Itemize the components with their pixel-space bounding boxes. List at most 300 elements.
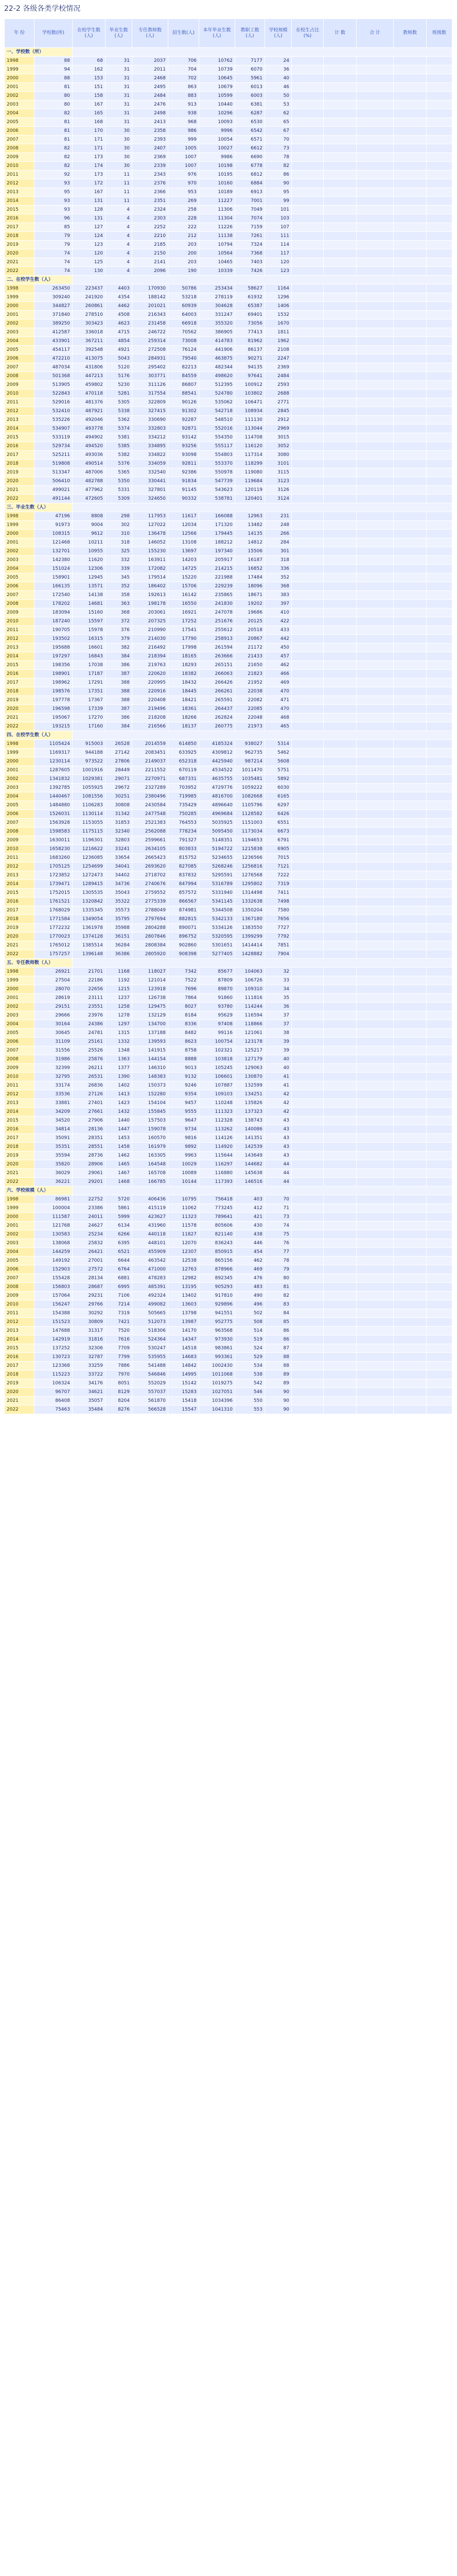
value-cell: 1385514	[73, 941, 106, 950]
value-cell	[324, 757, 357, 766]
table-row	[5, 1397, 452, 1405]
value-cell	[357, 127, 394, 135]
value-cell	[394, 425, 427, 433]
section-row	[5, 503, 452, 512]
value-cell: 652318	[168, 757, 199, 766]
value-cell: 472605	[73, 495, 106, 503]
value-cell: 5035925	[199, 819, 235, 827]
value-cell: 15160	[73, 608, 106, 617]
value-cell	[394, 670, 427, 679]
section-label: 四、在校学生数（人）	[5, 731, 73, 740]
value-cell: 896752	[168, 933, 199, 941]
value-cell: 466	[265, 670, 292, 679]
value-cell: 261594	[199, 643, 235, 652]
table-row	[5, 1318, 452, 1327]
value-cell	[292, 1116, 324, 1125]
value-cell: 13697	[168, 547, 199, 556]
value-cell: 79	[34, 241, 73, 249]
value-cell: 241830	[199, 600, 235, 608]
value-cell: 5120	[106, 363, 132, 372]
value-cell: 16550	[168, 600, 199, 608]
value-cell: 100754	[199, 1038, 235, 1046]
value-cell: 6013	[235, 83, 265, 92]
value-cell	[292, 1335, 324, 1344]
value-cell: 109310	[235, 985, 265, 994]
value-cell: 116594	[235, 1011, 265, 1020]
table-row	[5, 1353, 452, 1362]
value-cell	[357, 854, 394, 862]
year-cell: 2013	[5, 188, 34, 197]
value-cell	[427, 223, 452, 232]
value-cell: 1106283	[73, 801, 106, 810]
value-cell: 6905	[265, 845, 292, 854]
value-cell: 1332	[106, 1038, 132, 1046]
value-cell: 121468	[34, 538, 73, 547]
table-row	[5, 1038, 452, 1046]
value-cell: 1390	[106, 1073, 132, 1081]
value-cell	[324, 293, 357, 302]
value-cell	[357, 179, 394, 188]
value-cell: 34621	[73, 1388, 106, 1397]
value-cell: 968	[168, 118, 199, 127]
value-cell: 43	[265, 1151, 292, 1160]
value-cell: 4403	[106, 284, 132, 293]
value-cell	[292, 1300, 324, 1309]
year-cell: 2002	[5, 92, 34, 100]
value-cell	[394, 153, 427, 162]
value-cell	[427, 924, 452, 933]
value-cell	[427, 792, 452, 801]
value-cell: 41	[265, 1081, 292, 1090]
value-cell: 1027051	[199, 1388, 235, 1397]
value-cell	[324, 836, 357, 845]
table-row	[5, 1292, 452, 1300]
table-row	[5, 679, 452, 687]
value-cell: 32803	[106, 836, 132, 845]
value-cell	[394, 258, 427, 267]
value-cell: 42	[265, 1090, 292, 1099]
year-cell: 2022	[5, 950, 34, 959]
value-cell: 438	[235, 1230, 265, 1239]
value-cell	[427, 1318, 452, 1327]
value-cell: 10564	[199, 249, 235, 258]
value-cell	[427, 740, 452, 749]
value-cell	[427, 1388, 452, 1397]
value-cell: 27572	[73, 1265, 106, 1274]
value-cell: 34736	[106, 880, 132, 889]
value-cell	[292, 687, 324, 696]
value-cell: 165708	[132, 1169, 168, 1178]
year-cell: 2003	[5, 1239, 34, 1248]
value-cell	[394, 1362, 427, 1370]
year-cell: 1999	[5, 293, 34, 302]
value-cell	[292, 311, 324, 319]
value-cell: 44	[265, 1169, 292, 1178]
value-cell: 2599661	[132, 836, 168, 845]
value-cell: 269	[168, 197, 199, 206]
value-cell: 260861	[73, 302, 106, 311]
value-cell: 535955	[132, 1353, 168, 1362]
value-cell: 750285	[168, 810, 199, 819]
value-cell	[394, 705, 427, 714]
value-cell: 27126	[73, 1090, 106, 1099]
value-cell: 3124	[265, 495, 292, 503]
value-cell	[427, 372, 452, 381]
value-cell	[324, 83, 357, 92]
value-cell: 5320595	[199, 933, 235, 941]
value-cell	[324, 1011, 357, 1020]
value-cell: 74	[34, 249, 73, 258]
year-cell: 1998	[5, 512, 34, 521]
value-cell: 79	[34, 232, 73, 241]
value-cell	[394, 1405, 427, 1414]
table-row	[5, 1160, 452, 1169]
value-cell: 9457	[168, 1099, 199, 1108]
value-cell	[357, 871, 394, 880]
value-cell: 111587	[34, 1213, 73, 1222]
value-cell: 532410	[34, 407, 73, 416]
table-row	[5, 1283, 452, 1292]
value-cell: 5999	[106, 1213, 132, 1222]
value-cell	[324, 477, 357, 486]
value-cell: 93098	[168, 451, 199, 460]
value-cell: 31986	[34, 1055, 73, 1064]
value-cell	[324, 556, 357, 565]
year-cell: 1998	[5, 1195, 34, 1204]
value-cell: 132701	[34, 547, 73, 556]
value-cell	[394, 144, 427, 153]
value-cell: 2468	[132, 74, 168, 83]
table-row	[5, 1257, 452, 1265]
year-cell: 2000	[5, 985, 34, 994]
value-cell: 470118	[73, 389, 106, 398]
table-row	[5, 740, 452, 749]
value-cell	[394, 171, 427, 179]
value-cell	[427, 1353, 452, 1362]
value-cell	[357, 687, 394, 696]
year-cell: 2002	[5, 1230, 34, 1239]
value-cell	[394, 1055, 427, 1064]
value-cell: 6673	[265, 827, 292, 836]
value-cell	[427, 354, 452, 363]
value-cell	[394, 407, 427, 416]
value-cell: 251676	[199, 617, 235, 626]
value-cell	[427, 836, 452, 845]
value-cell: 35043	[106, 889, 132, 897]
value-cell: 986	[168, 127, 199, 135]
value-cell: 11617	[168, 512, 199, 521]
value-cell	[324, 65, 357, 74]
table-row	[5, 389, 452, 398]
value-cell: 78	[265, 153, 292, 162]
value-cell: 18165	[168, 652, 199, 661]
value-cell: 11578	[168, 1222, 199, 1230]
value-cell: 546846	[132, 1370, 168, 1379]
value-cell	[427, 162, 452, 171]
value-cell: 387	[106, 705, 132, 714]
value-cell: 155428	[34, 1274, 73, 1283]
value-cell: 6134	[106, 1222, 132, 1230]
value-cell	[394, 468, 427, 477]
value-cell: 129475	[132, 1003, 168, 1011]
value-cell: 266063	[199, 670, 235, 679]
value-cell	[292, 819, 324, 827]
table-row	[5, 1388, 452, 1397]
value-cell	[427, 495, 452, 503]
value-cell: 74	[34, 267, 73, 276]
value-cell: 6812	[235, 171, 265, 179]
value-cell	[324, 337, 357, 346]
value-cell	[324, 714, 357, 722]
value-cell: 28687	[73, 1283, 106, 1292]
value-cell	[394, 241, 427, 249]
value-cell: 4729776	[199, 784, 235, 792]
value-cell: 150373	[132, 1081, 168, 1090]
year-cell: 2006	[5, 354, 34, 363]
value-cell: 548510	[199, 416, 235, 425]
value-cell: 21701	[73, 968, 106, 976]
value-cell: 113262	[199, 1125, 235, 1134]
value-cell: 355320	[199, 319, 235, 328]
year-cell: 2012	[5, 1090, 34, 1099]
value-cell: 1811	[265, 328, 292, 337]
value-cell	[357, 311, 394, 319]
value-cell: 2185	[132, 241, 168, 249]
value-cell: 127	[73, 223, 106, 232]
value-cell: 837832	[168, 871, 199, 880]
value-cell: 5861	[106, 1204, 132, 1213]
value-cell: 5892	[265, 775, 292, 784]
value-cell	[357, 1134, 394, 1143]
value-cell: 1001916	[73, 766, 106, 775]
value-cell: 13987	[168, 1318, 199, 1327]
value-cell: 2805920	[132, 950, 168, 959]
table-row	[5, 1230, 452, 1239]
table-row	[5, 976, 452, 985]
value-cell	[292, 460, 324, 468]
value-cell: 406436	[132, 1195, 168, 1204]
value-cell	[427, 1283, 452, 1292]
value-cell: 24	[265, 57, 292, 65]
table-row	[5, 460, 452, 468]
value-cell	[427, 976, 452, 985]
value-cell: 4462	[106, 302, 132, 311]
value-cell	[324, 267, 357, 276]
table-row	[5, 643, 452, 652]
value-cell	[394, 477, 427, 486]
value-cell	[427, 670, 452, 679]
year-cell: 2014	[5, 880, 34, 889]
value-cell: 94	[34, 65, 73, 74]
value-cell: 6287	[235, 109, 265, 118]
value-cell: 32340	[106, 827, 132, 836]
value-cell: 1105796	[235, 801, 265, 810]
value-cell: 538781	[199, 495, 235, 503]
value-cell	[324, 696, 357, 705]
value-cell: 962735	[235, 749, 265, 757]
year-cell: 2022	[5, 722, 34, 731]
value-cell: 9963	[168, 1151, 199, 1160]
year-cell: 2002	[5, 775, 34, 784]
value-cell: 147688	[34, 1327, 73, 1335]
value-cell	[292, 565, 324, 573]
value-cell	[357, 530, 394, 538]
table-row	[5, 241, 452, 249]
value-cell	[394, 1143, 427, 1151]
value-cell	[357, 135, 394, 144]
value-cell	[292, 1309, 324, 1318]
value-cell	[427, 1160, 452, 1169]
value-cell: 3052	[265, 442, 292, 451]
value-cell	[324, 92, 357, 100]
value-cell: 43	[265, 1134, 292, 1143]
value-cell: 339	[106, 565, 132, 573]
value-cell: 2343	[132, 171, 168, 179]
value-cell	[357, 1204, 394, 1213]
value-cell: 103818	[199, 1055, 235, 1064]
table-row	[5, 1073, 452, 1081]
value-cell: 6778	[235, 162, 265, 171]
value-cell	[394, 635, 427, 643]
value-cell: 34402	[106, 871, 132, 880]
value-cell	[357, 1239, 394, 1248]
value-cell	[292, 547, 324, 556]
value-cell	[357, 696, 394, 705]
table-row	[5, 652, 452, 661]
value-cell: 241920	[73, 293, 106, 302]
value-cell: 90126	[168, 398, 199, 407]
value-cell	[292, 486, 324, 495]
value-cell: 266	[265, 530, 292, 538]
value-cell: 135826	[235, 1099, 265, 1108]
value-cell: 132599	[235, 1081, 265, 1090]
year-cell: 2005	[5, 801, 34, 810]
value-cell: 352	[106, 582, 132, 591]
value-cell: 259314	[132, 337, 168, 346]
value-cell: 1005	[168, 144, 199, 153]
value-cell: 14170	[168, 1327, 199, 1335]
value-cell	[292, 1011, 324, 1020]
value-cell: 5176	[106, 372, 132, 381]
value-cell: 25526	[73, 1046, 106, 1055]
value-cell: 702	[168, 74, 199, 83]
value-cell: 463875	[199, 354, 235, 363]
value-cell: 535226	[34, 416, 73, 425]
value-cell: 92	[34, 171, 73, 179]
value-cell: 172540	[34, 591, 73, 600]
table-row	[5, 346, 452, 354]
table-row	[5, 1090, 452, 1099]
value-cell: 265151	[199, 661, 235, 670]
value-cell: 336018	[73, 328, 106, 337]
value-cell	[324, 643, 357, 652]
value-cell	[394, 1029, 427, 1038]
value-cell	[357, 1257, 394, 1265]
value-cell	[357, 1151, 394, 1160]
value-cell	[394, 1020, 427, 1029]
table-row	[5, 74, 452, 83]
value-cell: 28136	[73, 1125, 106, 1134]
value-cell	[394, 460, 427, 468]
value-cell: 4	[106, 258, 132, 267]
value-cell	[324, 670, 357, 679]
value-cell	[427, 249, 452, 258]
value-cell: 29766	[73, 1300, 106, 1309]
value-cell: 295402	[132, 363, 168, 372]
value-cell: 80	[265, 1274, 292, 1283]
value-cell	[394, 1134, 427, 1143]
value-cell: 22038	[235, 687, 265, 696]
value-cell: 195067	[34, 714, 73, 722]
value-cell: 31	[106, 109, 132, 118]
value-cell: 1414414	[235, 941, 265, 950]
value-cell: 367211	[73, 337, 106, 346]
value-cell: 130723	[34, 1353, 73, 1362]
value-cell	[292, 451, 324, 460]
value-cell: 79540	[168, 354, 199, 363]
value-cell: 10440	[199, 100, 235, 109]
value-cell: 345	[106, 573, 132, 582]
value-cell: 128	[73, 206, 106, 214]
value-cell	[324, 608, 357, 617]
value-cell	[427, 92, 452, 100]
value-cell: 136478	[132, 530, 168, 538]
year-cell: 2001	[5, 538, 34, 547]
value-cell	[427, 757, 452, 766]
value-cell: 146516	[235, 1178, 265, 1187]
value-cell: 37	[265, 1011, 292, 1020]
value-cell: 10739	[199, 65, 235, 74]
value-cell: 506410	[34, 477, 73, 486]
value-cell	[324, 652, 357, 661]
value-cell: 1278	[106, 1011, 132, 1020]
value-cell	[427, 1230, 452, 1239]
value-cell: 17252	[168, 617, 199, 626]
value-cell: 4816700	[199, 792, 235, 801]
value-cell	[394, 223, 427, 232]
value-cell: 12982	[168, 1274, 199, 1283]
header-row	[5, 19, 452, 48]
value-cell	[427, 530, 452, 538]
value-cell	[324, 985, 357, 994]
table-row	[5, 1099, 452, 1108]
value-cell	[394, 451, 427, 460]
value-cell: 146310	[132, 1064, 168, 1073]
value-cell	[292, 477, 324, 486]
value-cell: 327415	[132, 407, 168, 416]
value-cell: 11138	[199, 232, 235, 241]
value-cell	[427, 214, 452, 223]
value-cell: 35351	[34, 1143, 73, 1151]
value-cell: 24386	[73, 1020, 106, 1029]
table-body	[5, 48, 452, 1414]
year-cell: 2017	[5, 1134, 34, 1143]
value-cell	[324, 740, 357, 749]
table-row	[5, 171, 452, 179]
value-cell	[427, 1405, 452, 1414]
value-cell	[324, 171, 357, 179]
value-cell: 1215	[106, 985, 132, 994]
value-cell	[292, 1020, 324, 1029]
value-cell	[357, 232, 394, 241]
value-cell: 166135	[34, 582, 73, 591]
value-cell: 188142	[132, 293, 168, 302]
value-cell: 1258	[106, 1003, 132, 1011]
value-cell: 2037	[132, 57, 168, 65]
year-cell: 2002	[5, 1003, 34, 1011]
year-cell: 2001	[5, 83, 34, 92]
value-cell	[427, 1125, 452, 1134]
